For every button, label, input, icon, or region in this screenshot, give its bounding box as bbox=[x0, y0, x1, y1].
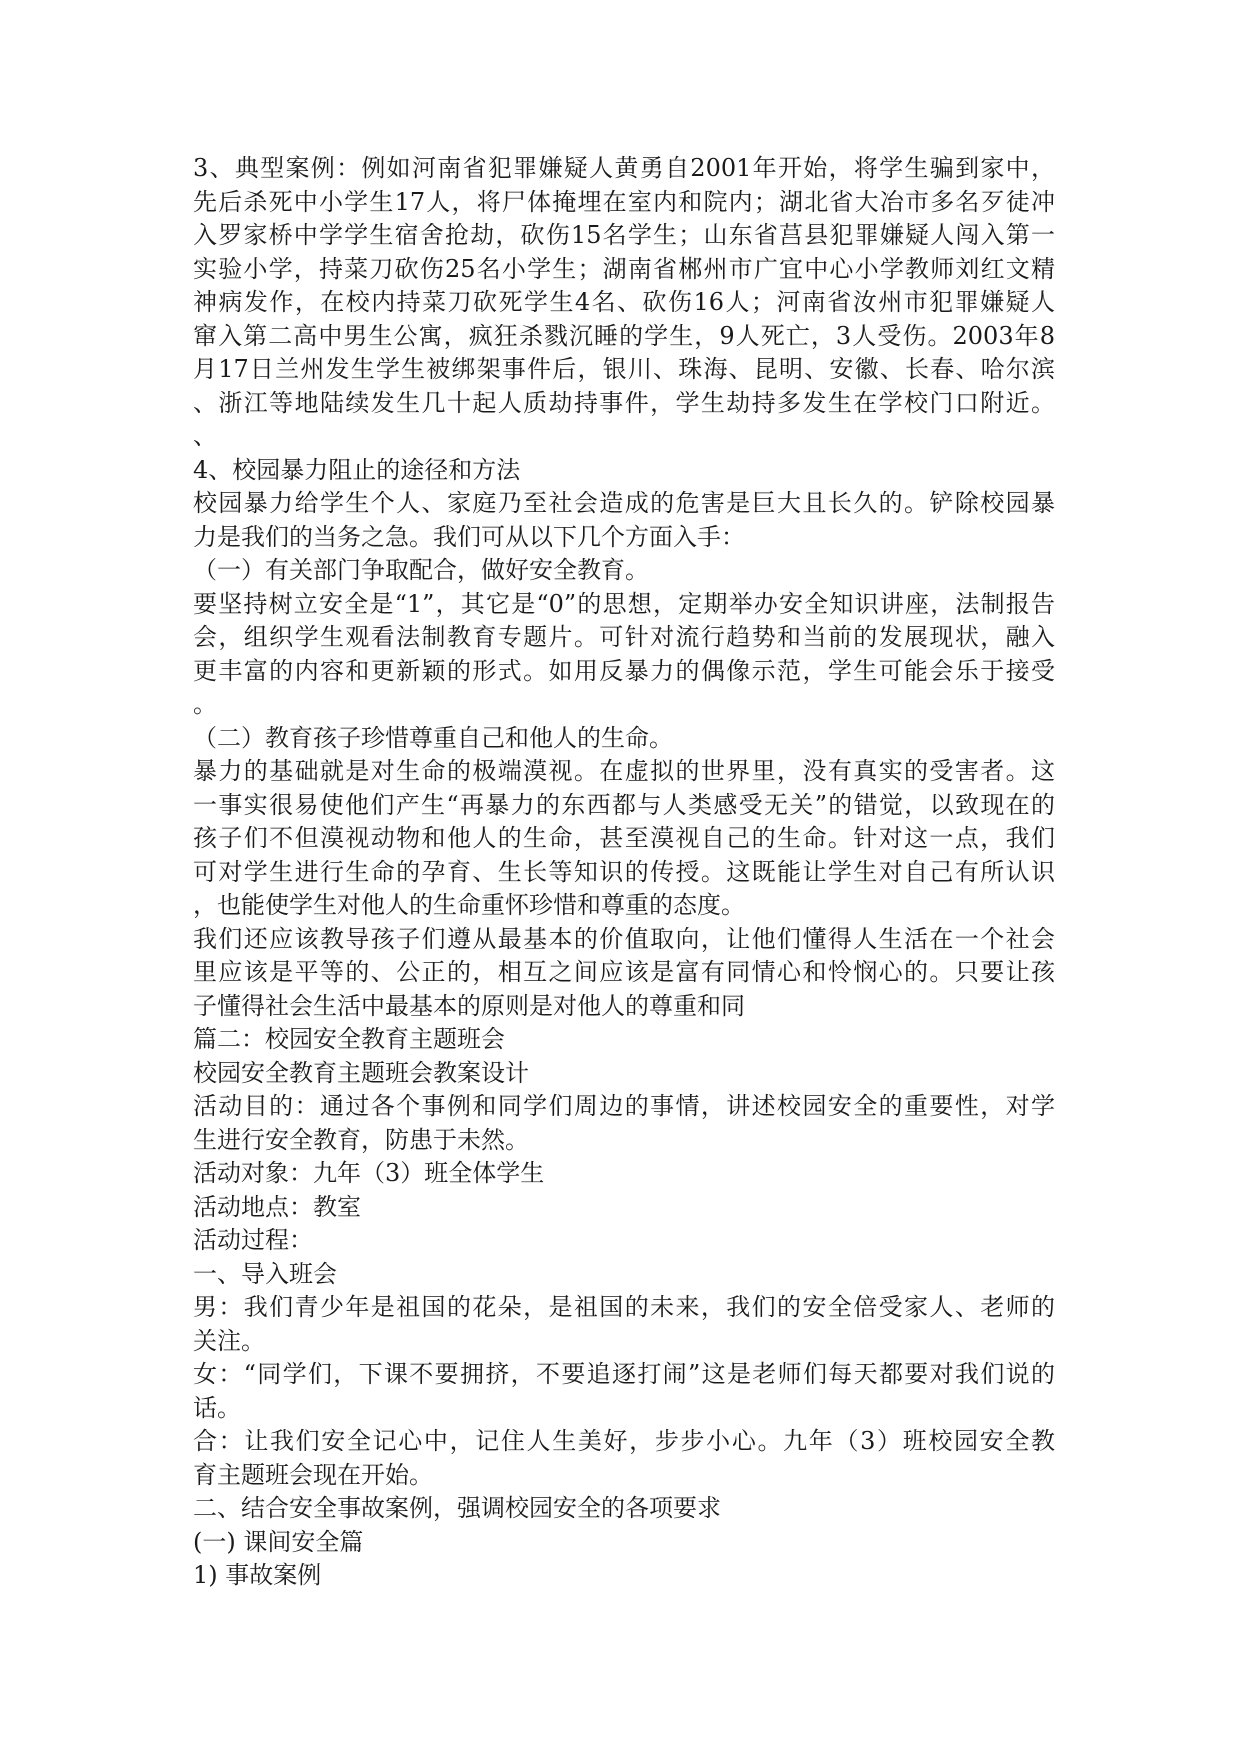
text-line: 子懂得社会生活中最基本的原则是对他人的尊重和同 bbox=[193, 991, 745, 1020]
text-line: 。 bbox=[193, 690, 217, 718]
text-line: 育主题班会现在开始。 bbox=[193, 1460, 433, 1489]
text-line: 一事实很易使他们产生“再暴力的东西都与人类感受无关”的错觉，以致现在的 bbox=[193, 790, 1055, 819]
text-line: 更丰富的内容和更新颖的形式。如用反暴力的偶像示范，学生可能会乐于接受 bbox=[193, 656, 1055, 685]
text-line: 暴力的基础就是对生命的极端漠视。在虚拟的世界里，没有真实的受害者。这 bbox=[193, 757, 1055, 785]
text-line: 孩子们不但漠视动物和他人的生命，甚至漠视自己的生命。针对这一点，我们 bbox=[193, 824, 1055, 852]
text-line: 话。 bbox=[193, 1393, 241, 1422]
text-line: 、 bbox=[193, 422, 217, 450]
text-line: 实验小学，持菜刀砍伤25名小学生；湖南省郴州市广宜中心小学教师刘红文精 bbox=[193, 254, 1055, 283]
text-line: 合：让我们安全记心中，记住人生美好，步步小心。九年（3）班校园安全教 bbox=[193, 1427, 1055, 1455]
section-heading: 二、结合安全事故案例，强调校园安全的各项要求 bbox=[193, 1494, 721, 1522]
text-line: ，也能使学生对他人的生命重怀珍惜和尊重的态度。 bbox=[193, 891, 745, 919]
text-line: 活动地点：教室 bbox=[193, 1192, 361, 1221]
subsection-heading: （二）教育孩子珍惜尊重自己和他人的生命。 bbox=[193, 723, 673, 752]
text-line: 力是我们的当务之急。我们可从以下几个方面入手： bbox=[193, 522, 745, 551]
text-line: 活动对象：九年（3）班全体学生 bbox=[193, 1159, 545, 1187]
text-line: 窜入第二高中男生公寓，疯狂杀戮沉睡的学生，9人死亡，3人受伤。2003年8 bbox=[193, 321, 1055, 350]
text-line: 神病发作，在校内持菜刀砍死学生4名、砍伤16人；河南省汝州市犯罪嫌疑人 bbox=[193, 288, 1055, 316]
text-line: 会，组织学生观看法制教育专题片。可针对流行趋势和当前的发展现状，融入 bbox=[193, 623, 1055, 651]
section-heading: 一、导入班会 bbox=[193, 1259, 337, 1288]
text-line: 要坚持树立安全是“1”，其它是“0”的思想，定期举办安全知识讲座，法制报告 bbox=[193, 589, 1055, 618]
subsection-heading: 1) 事故案例 bbox=[193, 1561, 322, 1589]
text-line: 活动目的：通过各个事例和同学们周边的事情，讲述校园安全的重要性，对学 bbox=[193, 1092, 1055, 1120]
text-line: 男：我们青少年是祖国的花朵，是祖国的未来，我们的安全倍受家人、老师的 bbox=[193, 1293, 1055, 1321]
text-line: 女：“同学们，下课不要拥挤，不要追逐打闹”这是老师们每天都要对我们说的 bbox=[193, 1360, 1055, 1388]
text-line: 先后杀死中小学生17人，将尸体掩埋在室内和院内；湖北省大冶市多名歹徒冲 bbox=[193, 187, 1055, 216]
text-line: 、浙江等地陆续发生几十起人质劫持事件，学生劫持多发生在学校门口附近。 bbox=[193, 388, 1055, 417]
text-line: 入罗家桥中学学生宿舍抢劫，砍伤15名学生；山东省莒县犯罪嫌疑人闯入第一 bbox=[193, 221, 1055, 249]
text-line: 里应该是平等的、公正的，相互之间应该是富有同情心和怜悯心的。只要让孩 bbox=[193, 958, 1055, 986]
document-title: 校园安全教育主题班会教案设计 bbox=[193, 1058, 529, 1087]
text-line: 活动过程： bbox=[193, 1226, 313, 1254]
subsection-heading: (一) 课间安全篇 bbox=[193, 1527, 364, 1556]
text-line: 校园暴力给学生个人、家庭乃至社会造成的危害是巨大且长久的。铲除校园暴 bbox=[193, 489, 1055, 517]
text-line: 生进行安全教育，防患于未然。 bbox=[193, 1125, 529, 1154]
text-line: 月17日兰州发生学生被绑架事件后，银川、珠海、昆明、安徽、长春、哈尔滨 bbox=[193, 355, 1055, 383]
text-line: 可对学生进行生命的孕育、生长等知识的传授。这既能让学生对自己有所认识 bbox=[193, 857, 1055, 886]
document-body bbox=[193, 152, 1055, 1593]
subsection-heading: （一）有关部门争取配合，做好安全教育。 bbox=[193, 556, 649, 584]
text-line: 我们还应该教导孩子们遵从最基本的价值取向，让他们懂得人生活在一个社会 bbox=[193, 924, 1055, 953]
text-line: 关注。 bbox=[193, 1326, 265, 1355]
section-heading: 4、校园暴力阻止的途径和方法 bbox=[193, 455, 521, 484]
section-heading: 篇二：校园安全教育主题班会 bbox=[193, 1025, 505, 1053]
text-line: 3、典型案例：例如河南省犯罪嫌疑人黄勇自2001年开始，将学生骗到家中， bbox=[193, 154, 1055, 182]
